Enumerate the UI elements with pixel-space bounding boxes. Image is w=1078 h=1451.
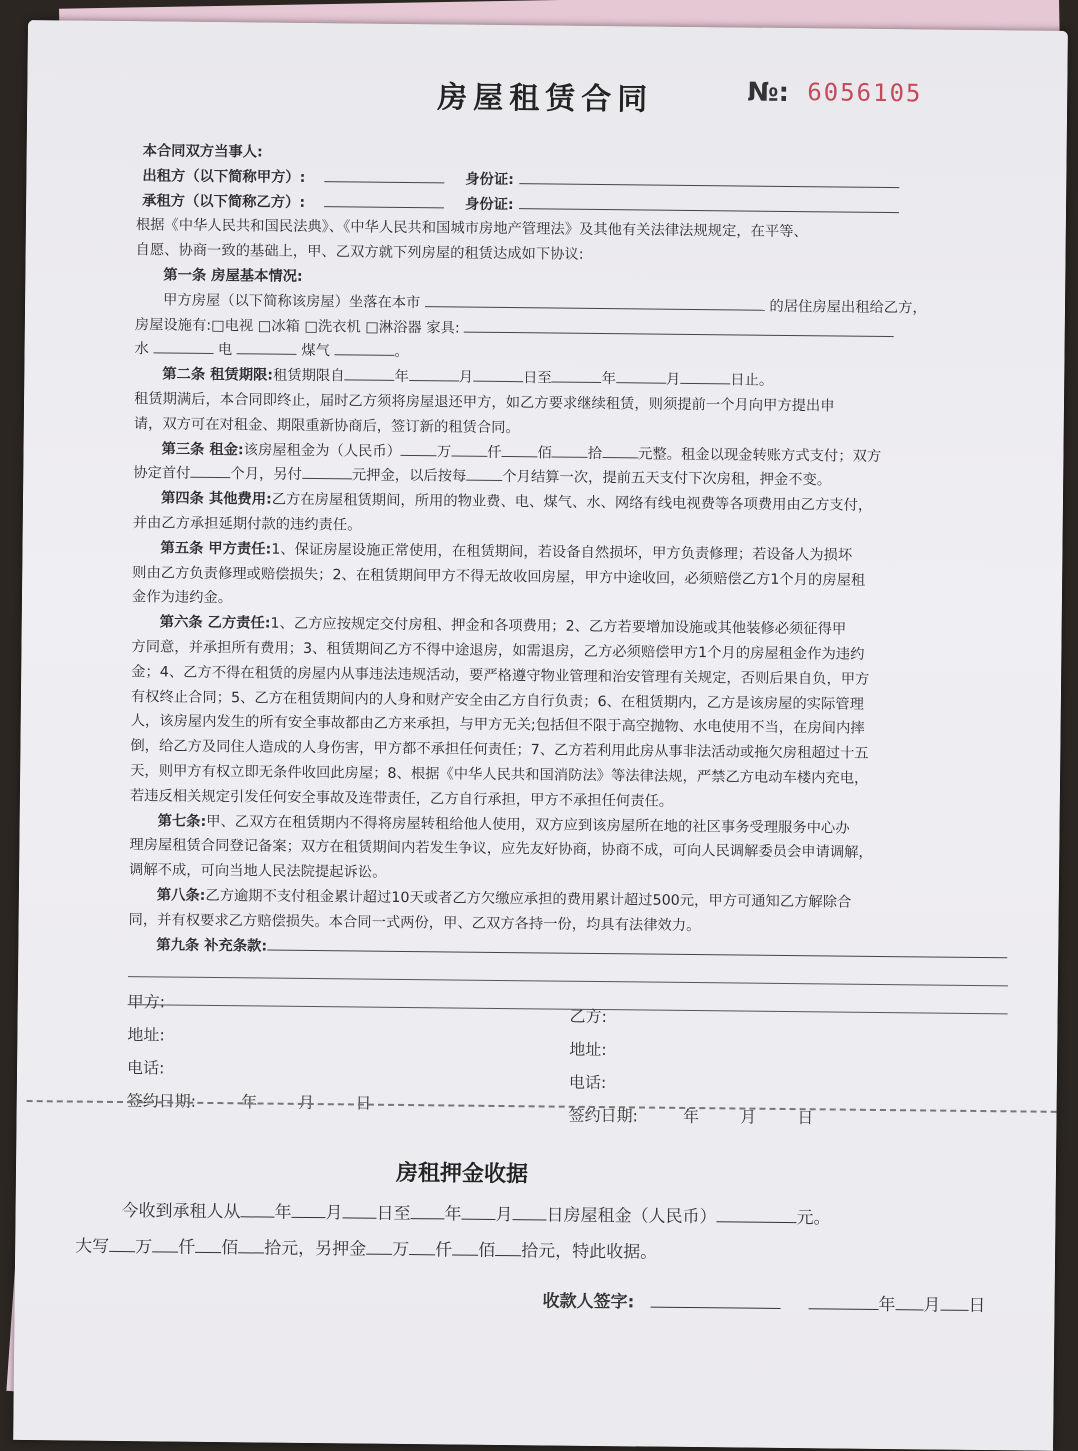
party-a-label[interactable]: 甲方: — [127, 992, 166, 1012]
receipt-year-2: 年 — [444, 1204, 462, 1225]
art2-year-2: 年 — [601, 371, 617, 388]
art2-title: 第二条 租赁期限: — [162, 366, 274, 384]
art9-title: 第九条 补充条款: — [156, 936, 268, 955]
art6-line-3: 金；4、乙方不得在租赁的房屋内从事违法违规活动，要严格遵守物业管理和治安管理有关规定，否则后果自负，甲方 — [131, 663, 870, 688]
receipt-end-year-field[interactable] — [410, 1202, 444, 1219]
receipt-deposit-bai-field[interactable] — [452, 1239, 478, 1256]
receipt-deposit-wan-field[interactable] — [366, 1238, 392, 1255]
art3-wan: 万 — [436, 443, 452, 461]
receipt-bai-2: 佰 — [478, 1240, 496, 1261]
receipt-deposit-shi-field[interactable] — [495, 1239, 521, 1256]
title-row — [27, 68, 1067, 129]
art6-line-8: 若违反相关规定引发任何安全事故及连带责任，乙方自行承担，甲方不承担任何责任。 — [129, 787, 674, 810]
party-a-month: 月 — [298, 1092, 315, 1113]
art2-day-to: 日至 — [523, 370, 552, 387]
receipt-wan-1: 万 — [135, 1237, 153, 1258]
receipt-yuan: 元。 — [796, 1208, 831, 1229]
art1-title: 第一条 房屋基本情况: — [163, 267, 303, 285]
supplement-field-2[interactable] — [128, 975, 1008, 986]
water-field[interactable] — [153, 339, 213, 355]
art3-cycle-label: 元押金，以后按每 — [351, 467, 467, 485]
art8-title: 第八条: — [156, 887, 206, 904]
art1-end: 。 — [394, 344, 409, 361]
art2-period-label: 租赁期限自 — [272, 367, 345, 385]
receipt-signer-row — [542, 1283, 1030, 1324]
address-field[interactable] — [425, 292, 765, 311]
water-label: 水 — [134, 341, 149, 358]
lessee-id-field[interactable] — [519, 194, 899, 213]
receipt-month-2: 月 — [495, 1204, 513, 1226]
art2-line-3: 请，双方可在对租金、期限重新协商后，签订新的租赁合同。 — [133, 415, 520, 436]
lessor-name-field[interactable] — [324, 167, 444, 183]
receipt-shi-field[interactable] — [238, 1236, 264, 1253]
art2-month-1: 月 — [458, 369, 474, 386]
receipt-bai-1: 佰 — [221, 1238, 239, 1259]
art7-line-2: 理房屋租赁合同登记备案；双方在租赁期间内若发生争议，应先友好协商，协商不成，可向人民调解委员会申请调解， — [129, 837, 873, 862]
rent-qian-field[interactable] — [451, 441, 487, 456]
party-a-address-label[interactable]: 地址: — [127, 1025, 165, 1045]
receipt-deposit-label: 拾元，另押金 — [264, 1238, 367, 1260]
receipt-qian-field[interactable] — [152, 1235, 178, 1252]
receipt-day-field[interactable] — [940, 1294, 968, 1311]
receipt-start-month-field[interactable] — [291, 1201, 325, 1218]
receipt-rent-label: 日房屋租金（人民币） — [546, 1205, 717, 1228]
receipt-deposit-qian-field[interactable] — [409, 1238, 435, 1255]
receipt-start-day-field[interactable] — [342, 1201, 376, 1218]
party-b-phone-label[interactable]: 电话: — [568, 1072, 607, 1093]
art3-deposit-label: 个月，另付 — [230, 466, 303, 484]
art6-line-2: 方同意，并承担所有费用；3、租赁期间乙方不得中途退房，如需退房，乙方必须赔偿甲方1个月的房屋租金作为违约 — [131, 639, 865, 663]
deposit-receipt — [70, 1193, 1031, 1325]
art2-line-2: 租赁期满后，本合同即终止，届时乙方须将房屋退还甲方，如乙方要求继续租赁，则须提前一个月向甲方提出申 — [133, 391, 835, 415]
party-b-signature-block — [568, 1004, 814, 1139]
start-year-field[interactable] — [345, 366, 395, 382]
serial-number: 6056105 — [807, 78, 923, 108]
party-a-phone-label[interactable]: 电话: — [126, 1058, 165, 1078]
serial-number-label: №: — [747, 77, 790, 108]
contract-body — [128, 139, 1017, 1014]
receipt-wan-field[interactable] — [109, 1235, 135, 1252]
electricity-field[interactable] — [237, 340, 297, 356]
party-a-date-label: 签约日期: — [126, 1091, 197, 1111]
art7-line-3: 调解不成，可向当地人民法院提起诉讼。 — [129, 862, 387, 881]
party-b-address-label[interactable]: 地址: — [569, 1039, 607, 1060]
receipt-start-year-field[interactable] — [240, 1200, 274, 1217]
receipt-received-label: 今收到承租人从 — [121, 1201, 241, 1223]
party-a-date-row[interactable] — [126, 1088, 371, 1124]
facilities-label: 房屋设施有:□电视 □冰箱 □洗衣机 □淋浴器 家具: — [134, 316, 460, 337]
receipt-year-1: 年 — [274, 1202, 292, 1223]
rent-wan-field[interactable] — [401, 440, 437, 455]
receipt-qian-1: 仟 — [178, 1237, 196, 1258]
art5-title: 第五条 甲方责任: — [160, 540, 272, 558]
party-a-year: 年 — [241, 1092, 258, 1112]
party-b-label[interactable]: 乙方: — [569, 1006, 608, 1027]
receipt-day-to: 日至 — [376, 1203, 411, 1225]
art6-line-6: 倒，给乙方及同住人造成的人身伤害，甲方都不承担任何责任；7、乙方若利用此房从事非法活动或拖欠房租超过十五 — [130, 738, 869, 762]
receipt-end-month-field[interactable] — [461, 1203, 495, 1220]
receipt-capital-label: 大写 — [75, 1236, 110, 1257]
lessee-id-label: 身份证: — [464, 196, 514, 213]
furniture-field[interactable] — [464, 317, 894, 337]
party-b-month: 月 — [740, 1107, 757, 1127]
party-a-day: 日 — [355, 1093, 372, 1113]
party-b-year: 年 — [682, 1106, 700, 1127]
receipt-title: 房租押金收据 — [395, 1160, 529, 1188]
receipt-signer-field[interactable] — [650, 1291, 780, 1309]
start-month-field[interactable] — [409, 366, 459, 382]
receipt-bai-field[interactable] — [195, 1236, 221, 1253]
cycle-months-field[interactable] — [466, 466, 502, 481]
deposit-field[interactable] — [302, 464, 352, 480]
art7-text: 甲、乙双方在租赁期内不得将房屋转租给他人使用，双方应到该房屋所在地的社区事务受理服务中心办 — [206, 813, 850, 837]
receipt-end-day-field[interactable] — [512, 1203, 546, 1220]
art6-line-7: 天，则甲方有权立即无条件收回此房屋；8、根据《中华人民共和国消防法》等法律法规，严禁乙方电动车楼内充电， — [130, 763, 869, 787]
parties-heading: 本合同双方当事人: — [142, 143, 263, 161]
receipt-wan-2: 万 — [392, 1239, 410, 1261]
end-day-field[interactable] — [680, 369, 730, 385]
art3-line-1-tail: 元整。租金以现金转账方式支付；双方 — [638, 445, 882, 465]
art5-line-3: 金作为违约金。 — [131, 589, 233, 607]
art3-qian: 仟 — [487, 444, 502, 461]
lessor-id-field[interactable] — [519, 169, 899, 188]
receipt-amount-field[interactable] — [716, 1205, 796, 1223]
contract-page — [13, 20, 1068, 1451]
first-pay-months-field[interactable] — [190, 463, 230, 478]
receipt-sign-year: 年 — [878, 1294, 896, 1316]
art4-text: 乙方在房屋租赁期间，所用的物业费、电、煤气、水、网络有线电视费等各项费用由乙方支付， — [271, 491, 873, 515]
rent-bai-field[interactable] — [502, 442, 538, 457]
end-year-field[interactable] — [552, 368, 602, 384]
receipt-line-2-tail: 拾元，特此收据。 — [521, 1241, 658, 1263]
art4-line-2: 并由乙方承担延期付款的违约责任。 — [132, 515, 362, 534]
page-title: 房屋租赁合同 — [437, 80, 654, 118]
art3-bai: 佰 — [537, 444, 552, 462]
receipt-month-1: 月 — [325, 1203, 343, 1224]
art1-location-tail: 的居住房屋出租给乙方， — [769, 298, 927, 317]
art5-text: 1、保证房屋设施正常使用，在租赁期间，若设备自然损坏，甲方负责修理；若设备人为损坏 — [271, 541, 853, 564]
preamble-line-1: 根据《中华人民共和国民法典》、《中华人民共和国城市房地产管理法》及其他有关法律法规规定，在平等、 — [135, 217, 808, 241]
start-day-field[interactable] — [473, 367, 523, 383]
art3-line-2-tail: 个月结算一次，提前五天支付下次房租，押金不变。 — [502, 469, 832, 489]
art6-line-5: 人，该房屋内发生的所有安全事故都由乙方来承担，与甲方无关;包括但不限于高空抛物、水电使用不当，在房间内摔 — [130, 713, 865, 738]
art6-text: 1、乙方应按规定交付房租、押金和各项费用；2、乙方若要增加设施或其他装修必须征得甲 — [270, 615, 847, 638]
receipt-qian-2: 仟 — [435, 1240, 453, 1261]
receipt-sign-day: 日 — [968, 1295, 986, 1317]
gas-field[interactable] — [334, 341, 394, 357]
art3-rent-label: 该房屋租金为（人民币） — [243, 441, 402, 460]
gas-label: 煤气 — [301, 343, 331, 360]
lessor-id-label: 身份证: — [465, 171, 514, 188]
electricity-label: 电 — [217, 342, 233, 359]
art1-location-label: 甲方房屋（以下简称该房屋）坐落在本市 — [162, 292, 421, 311]
preamble-line-2: 自愿、协商一致的基础上，甲、乙双方就下列房屋的租赁达成如下协议: — [135, 242, 584, 264]
rent-shi-field[interactable] — [552, 442, 588, 457]
art2-month-2: 月 — [665, 371, 681, 389]
party-b-day: 日 — [797, 1108, 814, 1128]
art2-day-end: 日止。 — [730, 372, 774, 389]
art6-title: 第六条 乙方责任: — [159, 614, 271, 632]
party-b-date-label: 签约日期: — [568, 1105, 639, 1126]
lessor-label: 出租方（以下简称甲方）: — [142, 168, 306, 186]
art3-shi: 拾 — [587, 445, 603, 462]
art8-line-2: 同，并有权要求乙方赔偿损失。本合同一式两份，甲、乙双方各持一份，均具有法律效力。 — [128, 911, 701, 934]
receipt-sign-month: 月 — [923, 1295, 941, 1316]
art8-text: 乙方逾期不支付租金累计超过10天或者乙方欠缴应承担的费用累计超过500元，甲方可通知乙方解除合 — [205, 887, 852, 911]
receipt-month-field[interactable] — [895, 1293, 923, 1310]
lessee-label: 承租方（以下简称乙方）: — [142, 192, 306, 211]
art3-title: 第三条 租金: — [161, 440, 244, 458]
art2-year-1: 年 — [394, 369, 409, 386]
art7-title: 第七条: — [157, 812, 207, 830]
art3-first-pay-label: 协定首付 — [133, 465, 191, 483]
receipt-year-field[interactable] — [808, 1292, 878, 1310]
art6-line-4: 有权终止合同；5、乙方在租赁期间内的人身和财产安全由乙方自行负责；6、在租赁期内，乙方是该房屋的实际管理 — [130, 688, 864, 713]
art5-line-2: 则由乙方负责修理或赔偿损失；2、在租赁期间甲方不得无故收回房屋，甲方中途收回，必须赔偿乙方1个月的房屋租 — [132, 564, 866, 589]
art4-title: 第四条 其他费用: — [160, 490, 272, 508]
lessee-name-field[interactable] — [324, 192, 444, 208]
receipt-signer-label: 收款人签字: — [542, 1291, 635, 1313]
end-month-field[interactable] — [616, 368, 666, 384]
rent-yuan-field[interactable] — [602, 443, 638, 458]
